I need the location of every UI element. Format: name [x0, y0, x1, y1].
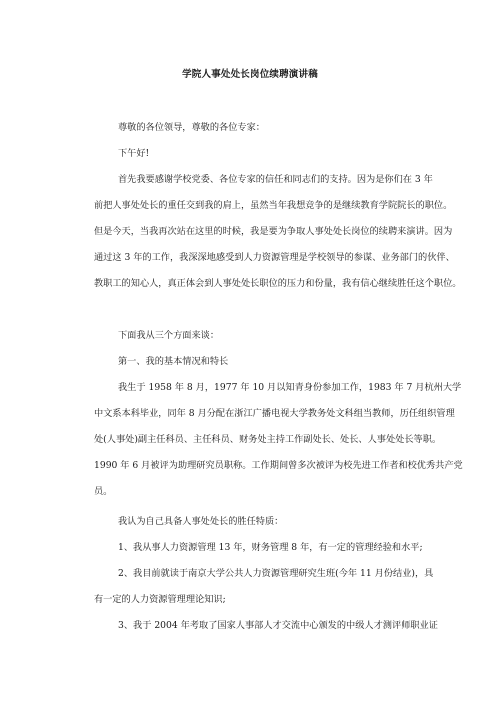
paragraph-line: 我认为自己具备人事处处长的胜任特质： — [118, 516, 284, 527]
paragraph-line: 但是今天，当我再次站在这里的时候，我是要为争取人事处处长岗位的续聘来演讲。因为 — [94, 226, 453, 237]
salutation: 尊敬的各位领导，尊敬的各位专家： — [118, 122, 265, 133]
document-title: 学院人事处处长岗位续聘演讲稿 — [182, 69, 318, 80]
list-item: 2、我目前就读于南京大学公共人力资源管理研究生班(今年 11 月份结业)，具 — [118, 568, 434, 579]
greeting: 下午好! — [118, 148, 150, 159]
paragraph-line: 1990 年 6 月被评为助理研究员职称。工作期间曾多次被评为校先进工作者和校优秀共产党 — [94, 460, 463, 471]
paragraph-line: 中文系本科毕业，同年 8 月分配在浙江广播电视大学教务处文科组当教师，历任组织管理 — [94, 408, 455, 419]
list-item: 3、我于 2004 年考取了国家人事部人才交流中心颁发的中级人才测评师职业证 — [118, 620, 438, 631]
paragraph-line: 前把人事处处长的重任交到我的肩上，虽然当年我想竞争的是继续教育学院院长的职位。 — [94, 200, 453, 211]
paragraph-line: 下面我从三个方面来谈： — [118, 330, 220, 341]
paragraph-line: 首先我要感谢学校党委、各位专家的信任和同志们的支持。因为是你们在 3 年 — [118, 174, 433, 185]
paragraph-line: 我生于 1958 年 8 月，1977 年 10 月以知青身份参加工作，1983 年 7 月杭州大学 — [118, 382, 462, 393]
section-heading: 第一、我的基本情况和特长 — [118, 356, 229, 367]
paragraph-line: 员。 — [94, 486, 113, 497]
paragraph-line: 通过这 3 年的工作，我深深地感受到人力资源管理是学校领导的参谋、业务部门的伙伴、 — [94, 252, 455, 263]
list-item-continuation: 有一定的人力资源管理理论知识; — [94, 594, 226, 605]
list-item: 1、我从事人力资源管理 13 年，财务管理 8 年，有一定的管理经验和水平; — [118, 542, 423, 553]
paragraph-line: 教职工的知心人，真正体会到人事处处长职位的压力和份量，我有信心继续胜任这个职位。 — [94, 278, 462, 289]
paragraph-line: 处(人事处)副主任科员、主任科员、财务处主持工作副处长、处长、人事处处长等职。 — [94, 434, 442, 445]
